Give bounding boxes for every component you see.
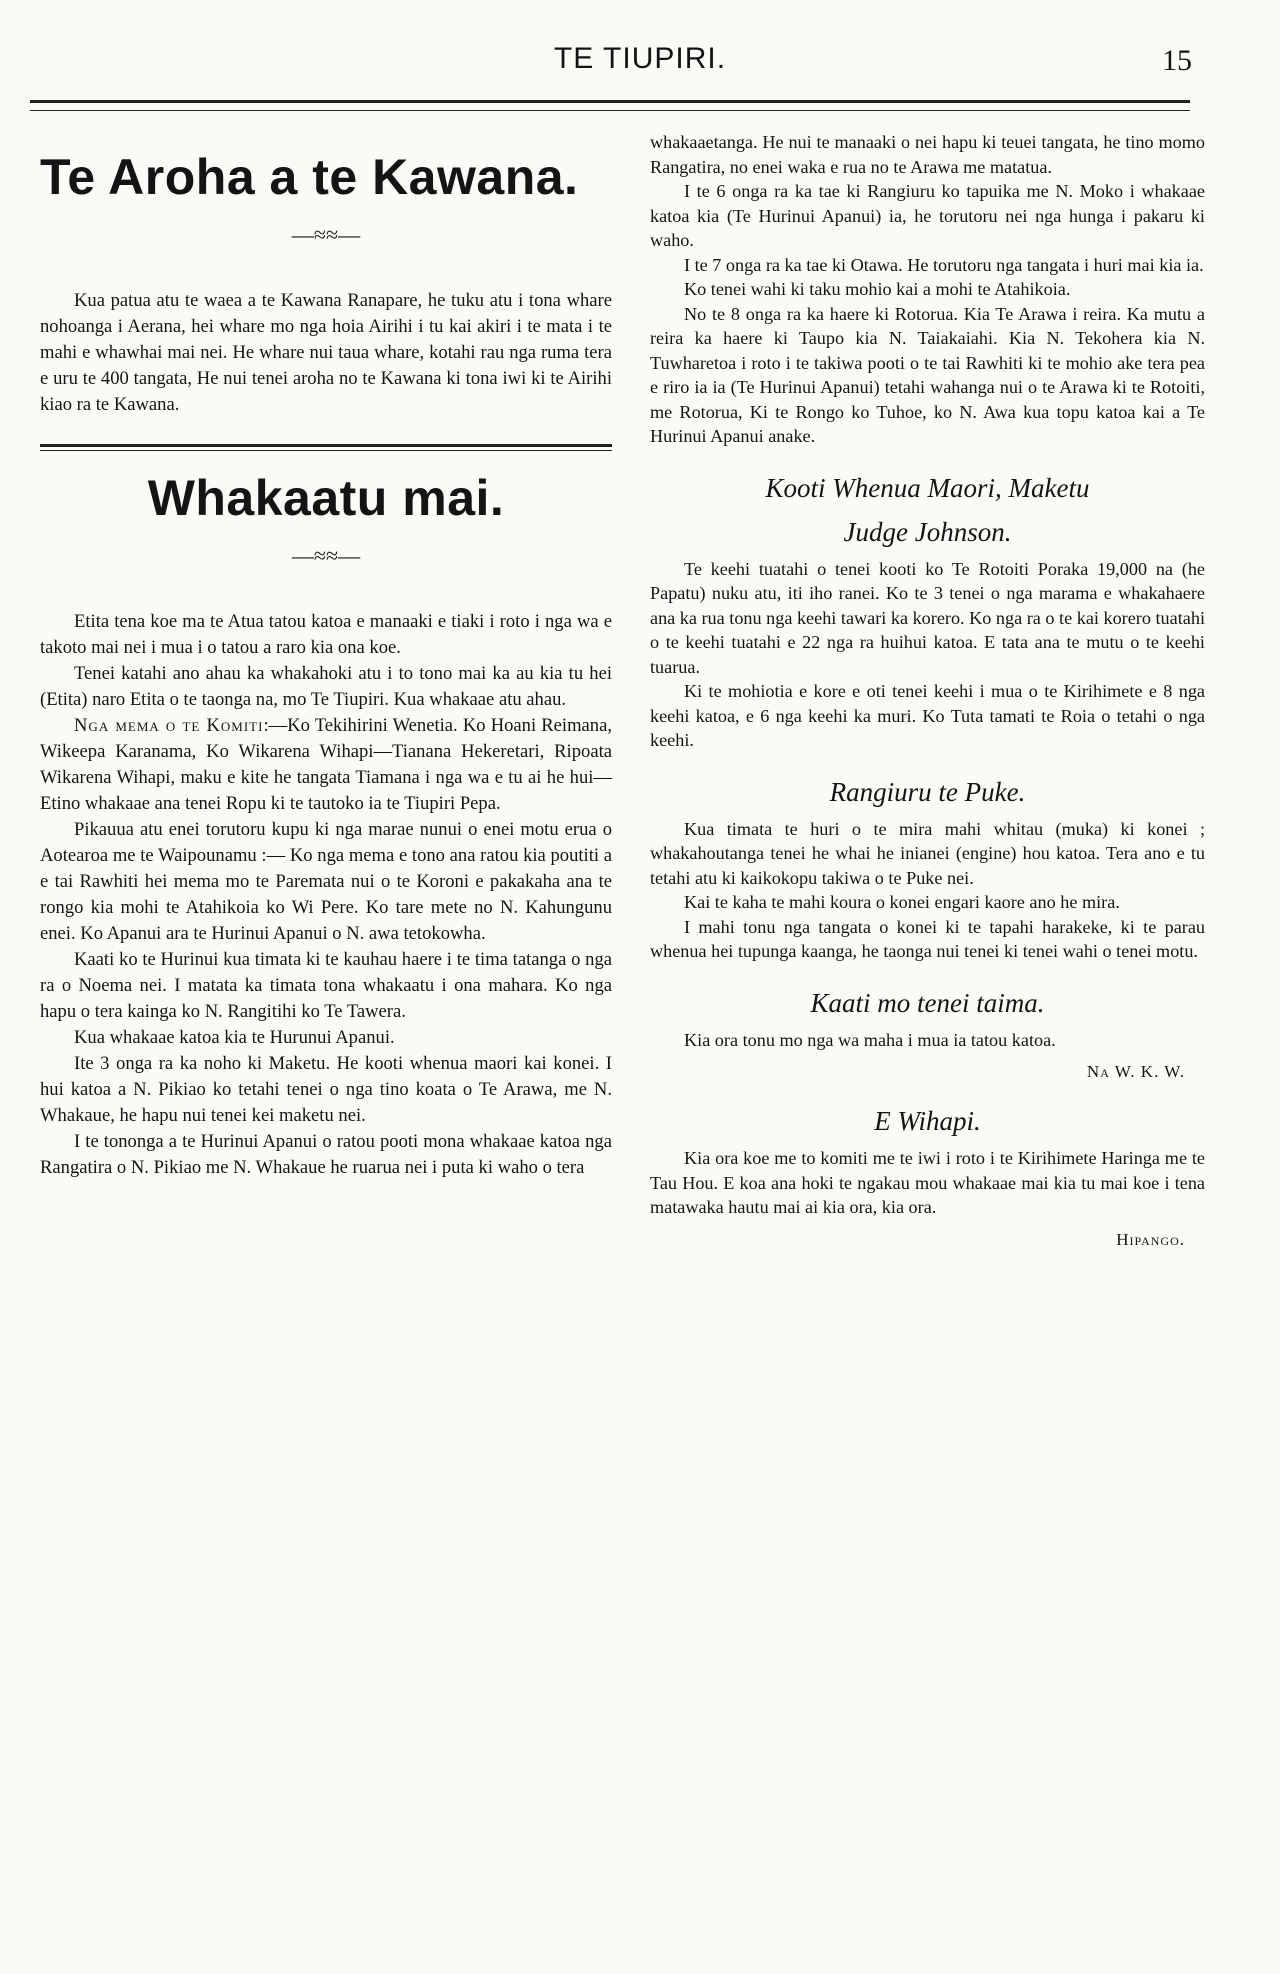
section-heading-wihapi: E Wihapi. [874,1106,981,1136]
article-paragraph: Tenei katahi ano ahau ka whakahoki atu i to tono mai ka au kia tu hei (Etita) naro Etita o te taonga na, mo Te Tiupiri. Kua whakaae atu ahau. [40,663,612,710]
signature-hipango: Hipango. [1116,1229,1185,1249]
article-paragraph: Kua timata te huri o te mira mahi whitau (muka) ki konei ; whakahoutanga tenei he whai he inianei (engine) hou katoa. Tera ano e tu tetahi atu ki kaikokopu takiwa o te Puke nei. [650,818,1205,888]
committee-text: :—Ko Tekihirini Wenetia. Ko Hoani Reimana, Wikeepa Karanama, Ko Wikarena Wihapi—Tianana Hekeretari, Ripoata Wikarena Wihapi, maku e kite he tangata Tiamana i nga wa e tu ai he hui—Etino whakaae ana tenei Ropu ki te tautoko ia te Tiupiri Pepa. [40,715,613,814]
running-head [0,38,1280,88]
ornament-divider: —≈≈— [291,543,361,568]
header-double-rule [30,100,1190,111]
article-paragraph: I te tononga a te Hurinui Apanui o ratou pooti mona whakaae katoa nga Rangatira o N. Pikiao me N. Whakaue he ruarua nei i puta ki waho o tera [40,1131,612,1178]
signature-nawkw: Na W. K. W. [1086,1062,1185,1081]
section-heading-kooti: Kooti Whenua Maori, Maketu [765,472,1090,503]
article-paragraph: No te 8 onga ra ka haere ki Rotorua. Kia Te Arawa i reira. Ka mutu a reira ka haere ki Taupo kia N. Taiakaiahi. Kia N. Tekohera kia N. Tuwharetoa i roto i te takiwa pooti o te tai Rawhiti ki te mohio ake tera pea e riro ia ia (Te Hurinui Apanui) tetahi wahanga nui o te Arawa ki te Rotoiti, me Rotorua, Ki te Rongo ko Tuhoe, ko N. Awa kua topu katoa kai a Te Hurinui Apanui anake. [650,303,1205,446]
article-paragraph: whakaaetanga. He nui te manaaki o nei hapu ki teuei tangata, he tino momo Rangatira, no enei waka e rua no te Arawa me matatua. [650,132,1205,177]
section-heading-rangiuru: Rangiuru te Puke. [829,776,1026,807]
committee-lead: Nga mema o te Komiti [74,715,264,736]
article-paragraph: Kua patua atu te waea a te Kawana Ranapare, he tuku atu i tona whare nohoanga i Aerana, hei whare mo nga hoia Airihi i tu kai akiri i te mata i te mahi e whawhai mai nei. He whare nui taua whare, kotahi rau nga ruma tera e uru te 400 tangata, He nui tenei aroha no te Kawana ki tona iwi ki te Airihi kiao ra te Kawana. [40,290,612,415]
section-double-rule [40,444,612,451]
article-paragraph: Ki te mohiotia e kore e oti tenei keehi i mua o te Kirihimete e 8 nga keehi katoa, e 6 nga keehi ka muri. Ko Tuta tamati te Roia o tetahi o nga keehi. [650,681,1205,750]
article-paragraph: I te 7 onga ra ka tae ki Otawa. He torutoru nga tangata i huri mai kia ia. [684,254,1204,275]
article-paragraph [40,713,612,817]
article-paragraph: Etita tena koe ma te Atua tatou katoa e manaaki e tiaki i roto i nga wa e takoto mai nei i mua i o tatou a raro kia ona koe. [40,611,612,658]
section-subheading-judge: Judge Johnson. [843,516,1012,547]
left-column [40,130,612,1181]
article-paragraph: Ko tenei wahi ki taku mohio kai a mohi te Atahikoia. [684,279,1071,299]
ornament-divider: —≈≈— [291,222,361,247]
headline-whakaatu-mai: Whakaatu mai. [147,470,505,526]
article-paragraph: I mahi tonu nga tangata o konei ki te tapahi harakeke, ki te parau whenua hei tupunga kaanga, he taonga nui tenei ki tenei wahi o tenei motu. [650,916,1205,961]
article-paragraph: Kia ora koe me to komiti me te iwi i roto i te Kirihimete Haringa me te Tau Hou. E koa ana hoki te ngakau mou whakaae mai kia tu mai koe i tena matawaka hautu mai ai kia ora, kia ora. [650,1148,1205,1217]
article-paragraph: Kaati ko te Hurinui kua timata ki te kauhau haere i te tima tatanga o nga ra o Noema nei. I matata ka timata tona whakaatu i ona mahara. Ko nga hapu o tera kainga ko N. Rangitihi ko Te Tawera. [40,949,612,1022]
article-paragraph: I te 6 onga ra ka tae ki Rangiuru ko tapuika me N. Moko i whakaae katoa kia (Te Hurinui Apanui) ia, he torutoru nei nga hunga i pakaru ki waho. [650,181,1205,250]
right-column [650,130,1205,1258]
section-heading-kaati: Kaati mo tenei taima. [810,987,1045,1018]
page-number: 15 [1162,44,1192,77]
article-paragraph: Kia ora tonu mo nga wa maha i mua ia tatou katoa. [684,1029,1056,1050]
running-title: TE TIUPIRI. [553,42,727,75]
article-paragraph: Pikauua atu enei torutoru kupu ki nga marae nunui o enei motu erua o Aotearoa me te Waipounamu :— Ko nga mema e tono ana ratou kia poutiti a e tai Rawhiti hei mema mo te Paremata nui o te Koroni e pakakaha ana te rongo kia mohi te Atahikoia ko Wi Pere. Ko tare mete no N. Kahungunu enei. Ko Apanui ara te Hurinui Apanui o N. awa tetokowha. [40,819,612,944]
article-paragraph: Te keehi tuatahi o tenei kooti ko Te Rotoiti Poraka 19,000 na (he Papatu) nuku atu, iti iho ranei. Ko te 3 tenei o nga marama e whakahaere ana ka rua tonu nga keehi tawari ka korero. Ko nga ra o te kai korero tuatahi o te keehi tuatahi e 22 nga ra huihui katoa. E tata ana te mutu o te keehi tuarua. [650,558,1205,677]
headline-te-aroha: Te Aroha a te Kawana. [40,149,579,205]
article-paragraph: Kai te kaha te mahi koura o konei engari kaore ano he mira. [684,892,1120,912]
article-paragraph: Ite 3 onga ra ka noho ki Maketu. He kooti whenua maori kai konei. I hui katoa a N. Pikiao ko tetahi tenei o nga tino koata o Te Arawa, me N. Whakaue, he hapu nui tenei kei maketu nei. [40,1053,612,1126]
article-paragraph: Kua whakaae katoa kia te Hurunui Apanui. [74,1027,395,1048]
